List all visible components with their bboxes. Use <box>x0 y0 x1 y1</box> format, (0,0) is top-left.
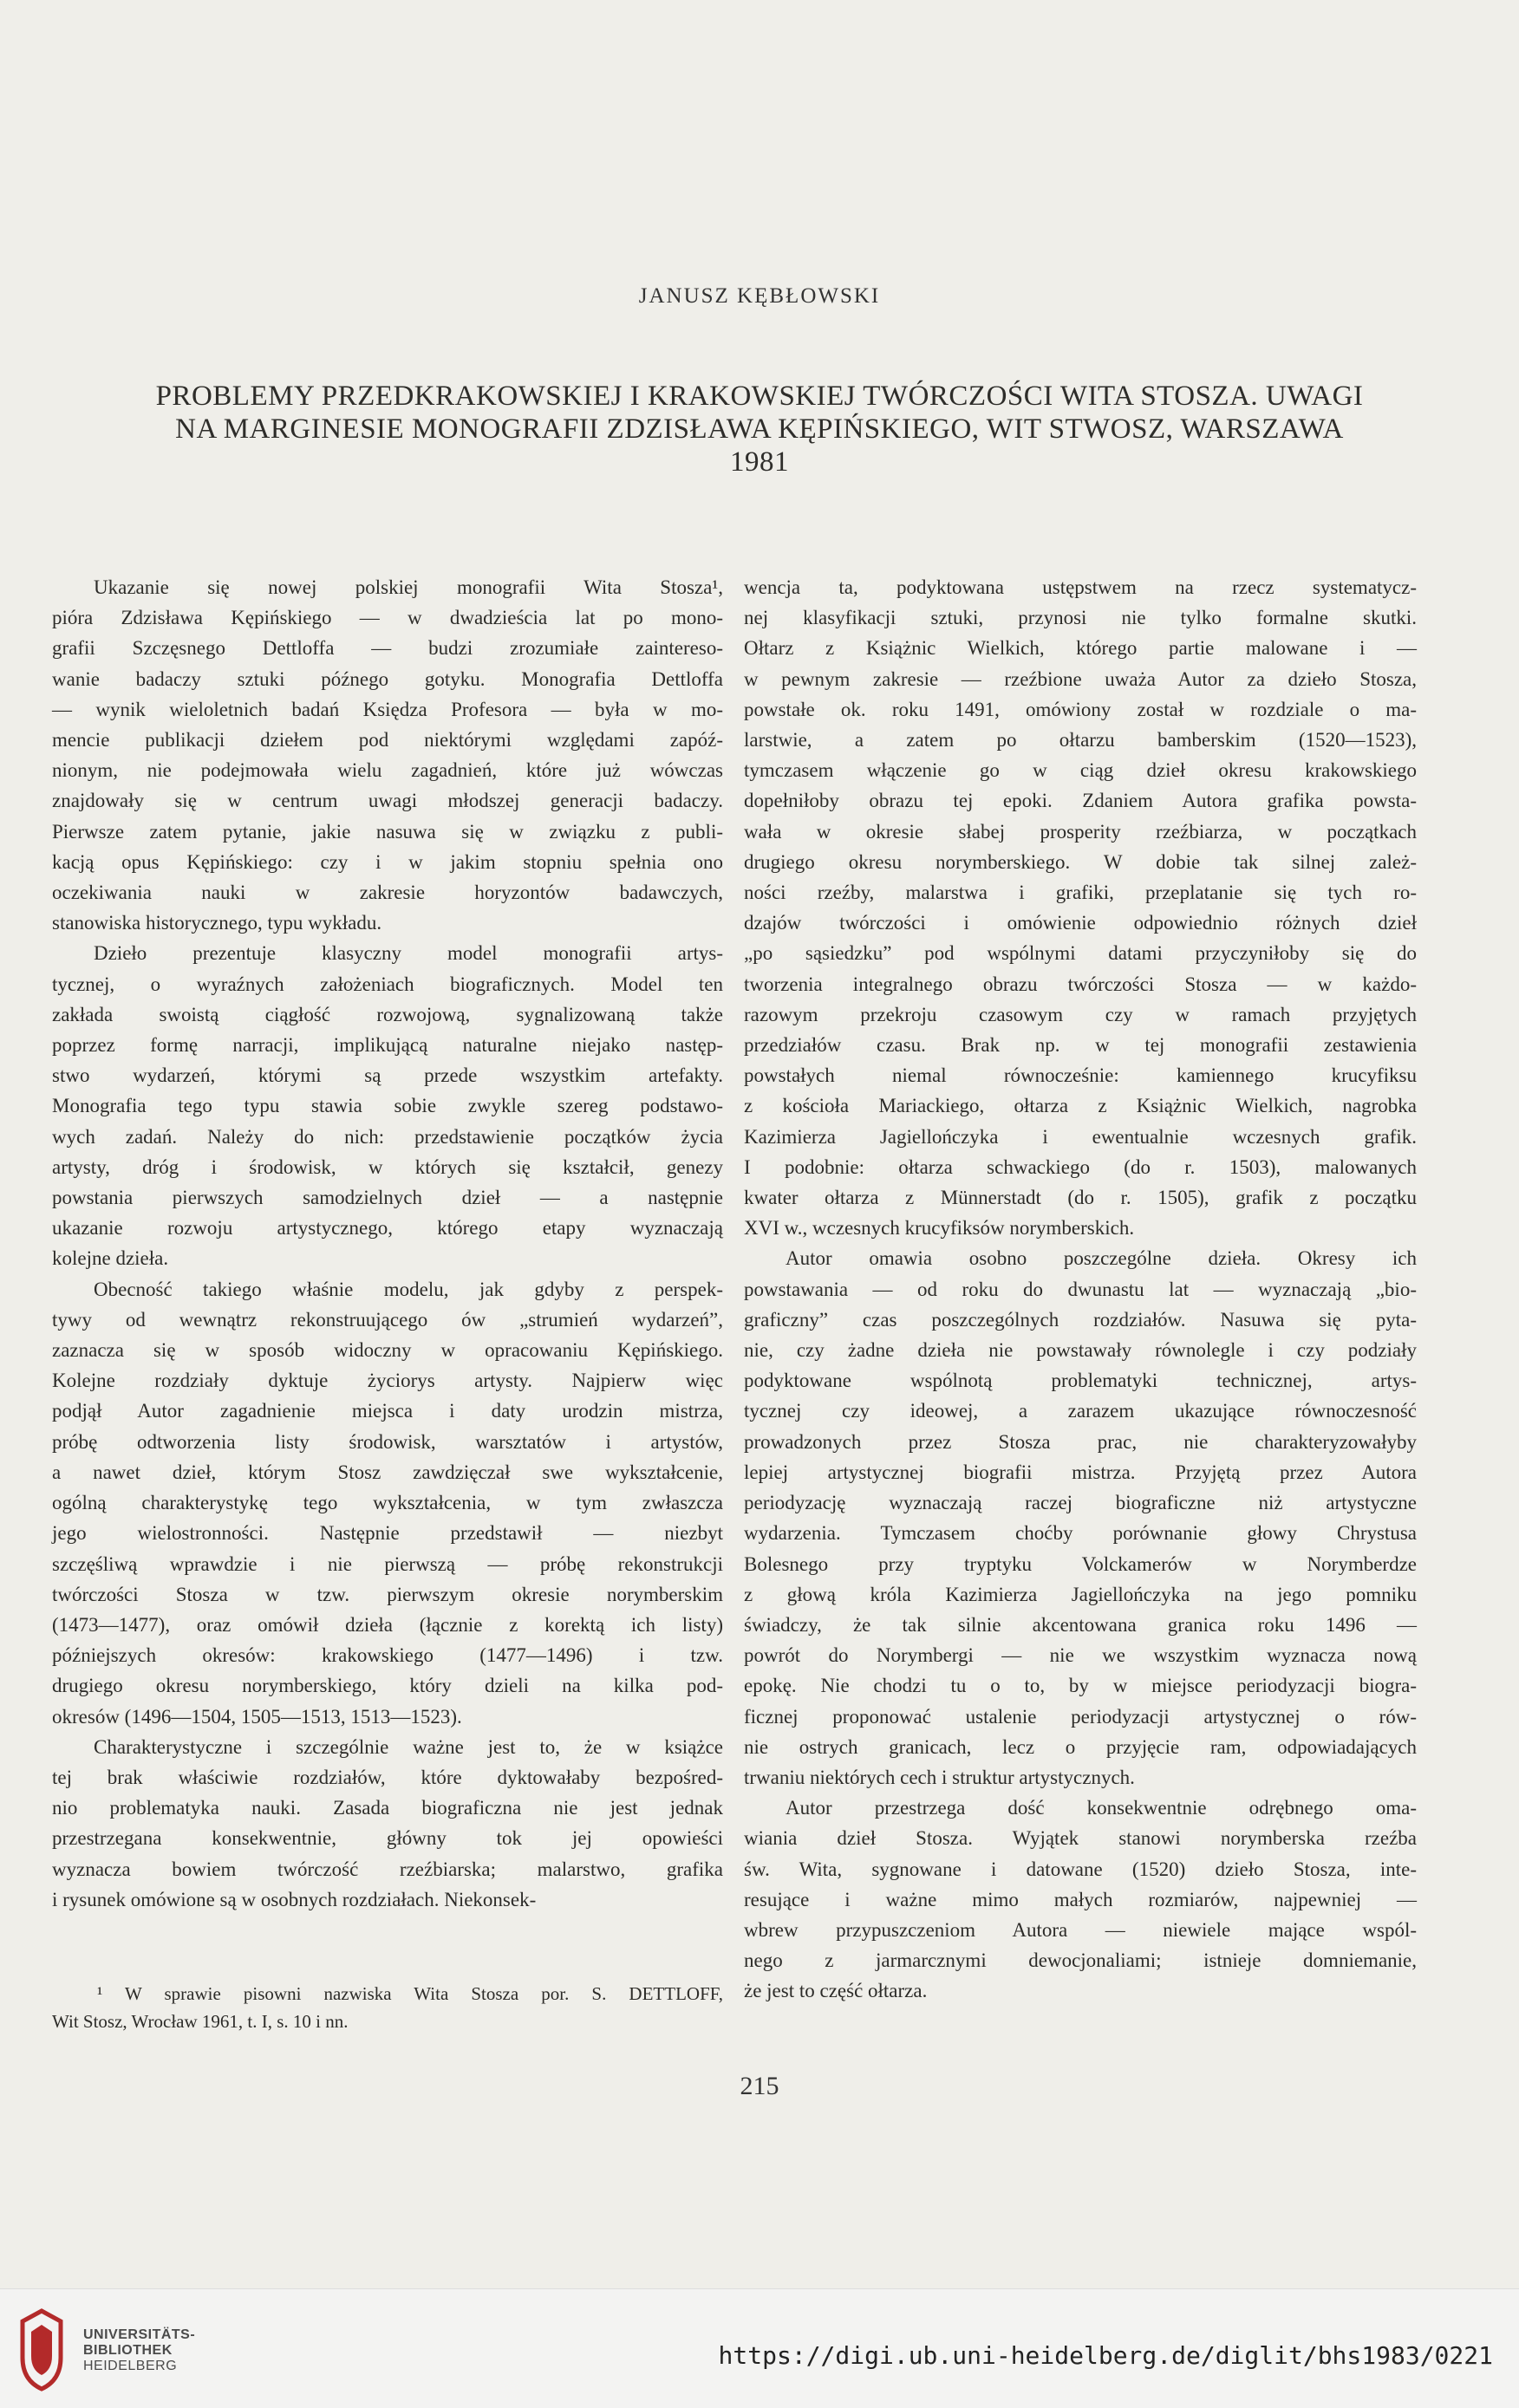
text-line: przedziałów czasu. Brak np. w tej monografii zestawienia <box>744 1034 1417 1057</box>
text-line: wydarzenia. Tymczasem choćby porównanie głowy Chrystusa <box>744 1522 1417 1545</box>
author-name: JANUSZ KĘBŁOWSKI <box>638 284 881 308</box>
text-line: wencja ta, podyktowana ustępstwem na rzecz systematycz- <box>744 576 1417 598</box>
text-line: tworzenia integralnego obrazu twórczości Stosza — w każdo- <box>744 973 1417 995</box>
text-line: szczęśliwą wprawdzie i nie pierwszą — próbę rekonstrukcji <box>52 1552 723 1575</box>
text-line: kolejne dzieła. <box>52 1247 169 1270</box>
text-line: tymczasem włączenie go w ciąg dzieł okresu krakowskiego <box>744 759 1417 782</box>
text-line: zakłada swoistą ciągłość rozwojową, sygnalizowaną także <box>52 1003 723 1025</box>
text-line: Autor przestrzega dość konsekwentnie odrębnego oma- <box>786 1797 1417 1819</box>
logo-line: HEIDELBERG <box>83 2359 178 2373</box>
text-line: wała w okresie słabej prosperity rzeźbiarza, w początkach <box>744 820 1417 843</box>
title-line: 1981 <box>730 446 789 478</box>
text-line: prowadzonych przez Stosza prac, nie charakteryzowałyby <box>744 1430 1417 1453</box>
text-line: znajdowały się w centrum uwagi młodszej generacji badaczy. <box>52 790 723 812</box>
text-line: Pierwsze zatem pytanie, jakie nasuwa się w związku z publi- <box>52 820 723 843</box>
text-line: kacją opus Kępińskiego: czy i w jakim stopniu spełnia ono <box>52 850 723 873</box>
text-line: świadczy, że tak silnie akcentowana granica roku 1496 — <box>744 1613 1417 1636</box>
footnote-line: ¹ W sprawie pisowni nazwiska Wita Stosza por. S. DETTLOFF, <box>97 1983 723 2004</box>
text-line: pióra Zdzisława Kępińskiego — w dwadzieścia lat po mono- <box>52 607 723 629</box>
text-line: nio problematyka nauki. Zasada biograficzna nie jest jednak <box>52 1797 723 1819</box>
text-line: dzajów twórczości i omówienie odpowiednio różnych dzieł <box>744 912 1417 934</box>
text-line: Bolesnego przy tryptyku Volckamerów w Norymberdze <box>744 1552 1417 1575</box>
text-line: resujące i ważne mimo małych rozmiarów, najpewniej — <box>744 1888 1417 1910</box>
text-line: (1473—1477), oraz omówił dzieła (łącznie z korektą ich listy) <box>52 1613 723 1636</box>
text-line: ogólną charakterystykę tego wykształcenia, w tym zwłaszcza <box>52 1492 723 1514</box>
text-line: trwaniu niektórych cech i struktur artystycznych. <box>744 1766 1135 1788</box>
text-line: Monografia tego typu stawia sobie zwykle szereg podstawo- <box>52 1095 723 1117</box>
text-line: a nawet dzieł, którym Stosz zawdzięczał swe wykształcenie, <box>52 1461 723 1483</box>
text-line: wanie badaczy sztuki późnego gotyku. Monografia Dettloffa <box>52 667 723 690</box>
text-line: tywy od wewnątrz rekonstruującego ów „strumień wydarzeń”, <box>52 1308 723 1331</box>
text-line: późniejszych okresów: krakowskiego (1477—1496) i tzw. <box>52 1644 723 1667</box>
text-line: powrót do Norymbergi — nie we wszystkim wyznacza nową <box>744 1644 1417 1667</box>
paragraph <box>52 572 723 938</box>
paragraph <box>52 938 723 1273</box>
text-line: nie ostrych granicach, lecz o przyjęcie ram, odpowiadających <box>744 1735 1417 1758</box>
text-line: powstałe ok. roku 1491, omówiony został w rozdziale o ma- <box>744 698 1417 720</box>
left-text-column <box>52 572 723 1915</box>
text-line: Autor omawia osobno poszczególne dzieła. Okresy ich <box>786 1247 1417 1270</box>
text-line: jego wielostronności. Następnie przedstawił — niezbyt <box>52 1522 723 1545</box>
text-line: powstałych niemal równocześnie: kamiennego krucyfiksu <box>744 1064 1417 1087</box>
text-line: XVI w., wczesnych krucyfiksów norymberskich. <box>744 1217 1135 1240</box>
text-line: podjął Autor zagadnienie miejsca i daty urodzin mistrza, <box>52 1400 723 1422</box>
text-line: Kazimierza Jagiellończyka i ewentualnie wczesnych grafik. <box>744 1125 1417 1148</box>
text-line: w pewnym zakresie — rzeźbione uważa Autor za dzieło Stosza, <box>744 667 1417 690</box>
text-line: grafii Szczęsnego Dettloffa — budzi zrozumiałe zaintereso- <box>52 637 723 660</box>
text-line: „po sąsiedzku” pod wspólnymi datami przyczyniłoby się do <box>744 942 1417 965</box>
paragraph <box>744 1243 1417 1793</box>
logo-line: UNIVERSITÄTS- <box>83 2327 196 2342</box>
text-line: przestrzegana konsekwentnie, główny tok jej opowieści <box>52 1827 723 1850</box>
text-line: św. Wita, sygnowane i datowane (1520) dzieło Stosza, inte- <box>744 1858 1417 1880</box>
text-line: nego z jarmarcznymi dewocjonaliami; istnieje domniemanie, <box>744 1949 1417 1972</box>
text-line: Obecność takiego właśnie modelu, jak gdyby z perspek- <box>94 1278 723 1300</box>
text-line: stanowiska historycznego, typu wykładu. <box>52 912 382 934</box>
text-line: kwater ołtarza z Münnerstadt (do r. 1505), grafik z początku <box>744 1187 1417 1209</box>
text-line: artysty, dróg i środowisk, w których się kształcił, genezy <box>52 1155 723 1178</box>
text-line: Ołtarz z Książnic Wielkich, którego partie malowane i — <box>744 637 1417 660</box>
text-line: ności rzeźby, malarstwa i grafiki, przeplatanie się tych ro- <box>744 882 1417 904</box>
title-line: NA MARGINESIE MONOGRAFII ZDZISŁAWA KĘPIŃSKIEGO, WIT STWOSZ, WARSZAWA <box>175 413 1344 445</box>
paragraph <box>52 1274 723 1732</box>
text-line: wyznacza bowiem twórczość rzeźbiarska; malarstwo, grafika <box>52 1858 723 1880</box>
text-line: ukazanie rozwoju artystycznego, którego etapy wyznaczają <box>52 1217 723 1240</box>
text-line: periodyzację wyznaczają raczej biograficzne niż artystyczne <box>744 1492 1417 1514</box>
text-line: I podobnie: ołtarza schwackiego (do r. 1503), malowanych <box>744 1155 1417 1178</box>
text-line: podyktowane wspólnotą problematyki technicznej, artys- <box>744 1370 1417 1392</box>
source-url-link[interactable]: https://digi.ub.uni-heidelberg.de/diglit/bhs1983/0221 <box>718 2341 1493 2370</box>
text-line: powstania pierwszych samodzielnych dzieł — a następnie <box>52 1187 723 1209</box>
page-number: 215 <box>740 2072 779 2100</box>
text-line: stwo wydarzeń, którymi są przede wszystkim artefakty. <box>52 1064 723 1087</box>
paragraph <box>744 1793 1417 2006</box>
text-line: okresów (1496—1504, 1505—1513, 1513—1523). <box>52 1705 462 1728</box>
text-line: — wynik wieloletnich badań Księdza Profesora — była w mo- <box>52 698 723 720</box>
text-line: Charakterystyczne i szczególnie ważne jest to, że w książce <box>94 1735 723 1758</box>
text-line: nionym, nie podejmowała wielu zagadnień, które już wówczas <box>52 759 723 782</box>
text-line: epokę. Nie chodzi tu o to, by w miejsce periodyzacji biogra- <box>744 1675 1417 1697</box>
text-line: larstwie, a zatem po ołtarzu bamberskim (1520—1523), <box>744 729 1417 752</box>
text-line: i rysunek omówione są w osobnych rozdziałach. Niekonsek- <box>52 1888 537 1910</box>
text-line: drugiego okresu norymberskiego, który dzieli na kilka pod- <box>52 1675 723 1697</box>
text-line: Dzieło prezentuje klasyczny model monografii artys- <box>94 942 723 965</box>
university-seal-icon[interactable] <box>16 2306 68 2392</box>
footnote-line: Wit Stosz, Wrocław 1961, t. I, s. 10 i nn. <box>52 2011 349 2032</box>
text-line: razowym przekroju czasowym czy w ramach przyjętych <box>744 1003 1417 1025</box>
text-line: graficzny” czas poszczególnych rozdziałów. Nasuwa się pyta- <box>744 1308 1417 1331</box>
text-line: próbę odtworzenia listy środowisk, warsztatów i artystów, <box>52 1430 723 1453</box>
library-logo-text[interactable] <box>83 2327 195 2374</box>
text-line: tej brak właściwie rozdziałów, które dyktowałaby bezpośred- <box>52 1766 723 1788</box>
article-title <box>52 380 1467 478</box>
text-line: nie, czy żadne dzieła nie powstawały równolegle i czy podziały <box>744 1339 1417 1362</box>
paragraph <box>52 1732 723 1915</box>
text-line: z głową króla Kazimierza Jagiellończyka na jego pomniku <box>744 1583 1417 1605</box>
text-line: dopełniłoby obrazu tej epoki. Zdaniem Autora grafika powsta- <box>744 790 1417 812</box>
text-line: drugiego okresu norymberskiego. W dobie tak silnej zależ- <box>744 850 1417 873</box>
text-line: wych zadań. Należy do nich: przedstawienie początków życia <box>52 1125 723 1148</box>
text-line: tycznej, o wyraźnych założeniach biograficznych. Model ten <box>52 973 723 995</box>
text-line: tycznej czy ideowej, a zarazem ukazujące równoczesność <box>744 1400 1417 1422</box>
text-line: że jest to część ołtarza. <box>744 1980 928 2002</box>
text-line: Ukazanie się nowej polskiej monografii Wita Stosza¹, <box>94 576 723 598</box>
text-line: z kościoła Mariackiego, ołtarza z Książnic Wielkich, nagrobka <box>744 1095 1417 1117</box>
text-line: ficznej proponować ustalenie periodyzacji artystycznej o rów- <box>744 1705 1417 1728</box>
text-line: lepiej artystycznej biografii mistrza. Przyjętą przez Autora <box>744 1461 1417 1483</box>
footnote <box>52 1980 723 2035</box>
text-line: mencie publikacji dziełem pod niektórymi względami zapóź- <box>52 729 723 752</box>
text-line: wbrew przypuszczeniom Autora — niewiele mające wspól- <box>744 1918 1417 1941</box>
right-text-column <box>744 572 1417 2007</box>
library-footer <box>0 2288 1519 2408</box>
logo-line: BIBLIOTHEK <box>83 2343 173 2358</box>
text-line: powstawania — od roku do dwunastu lat — wyznaczają „bio- <box>744 1278 1417 1300</box>
text-line: oczekiwania nauki w zakresie horyzontów badawczych, <box>52 882 723 904</box>
text-line: poprzez formę narracji, implikującą naturalne niejako następ- <box>52 1034 723 1057</box>
text-line: wiania dzieł Stosza. Wyjątek stanowi norymberska rzeźba <box>744 1827 1417 1850</box>
text-line: Kolejne rozdziały dyktuje życiorys artysty. Najpierw więc <box>52 1370 723 1392</box>
paragraph <box>744 572 1417 1243</box>
title-line: PROBLEMY PRZEDKRAKOWSKIEJ I KRAKOWSKIEJ TWÓRCZOŚCI WITA STOSZA. UWAGI <box>155 381 1364 412</box>
text-line: twórczości Stosza w tzw. pierwszym okresie norymberskim <box>52 1583 723 1605</box>
text-line: nej klasyfikacji sztuki, przynosi nie tylko formalne skutki. <box>744 607 1417 629</box>
text-line: zaznacza się w sposób widoczny w opracowaniu Kępińskiego. <box>52 1339 723 1362</box>
